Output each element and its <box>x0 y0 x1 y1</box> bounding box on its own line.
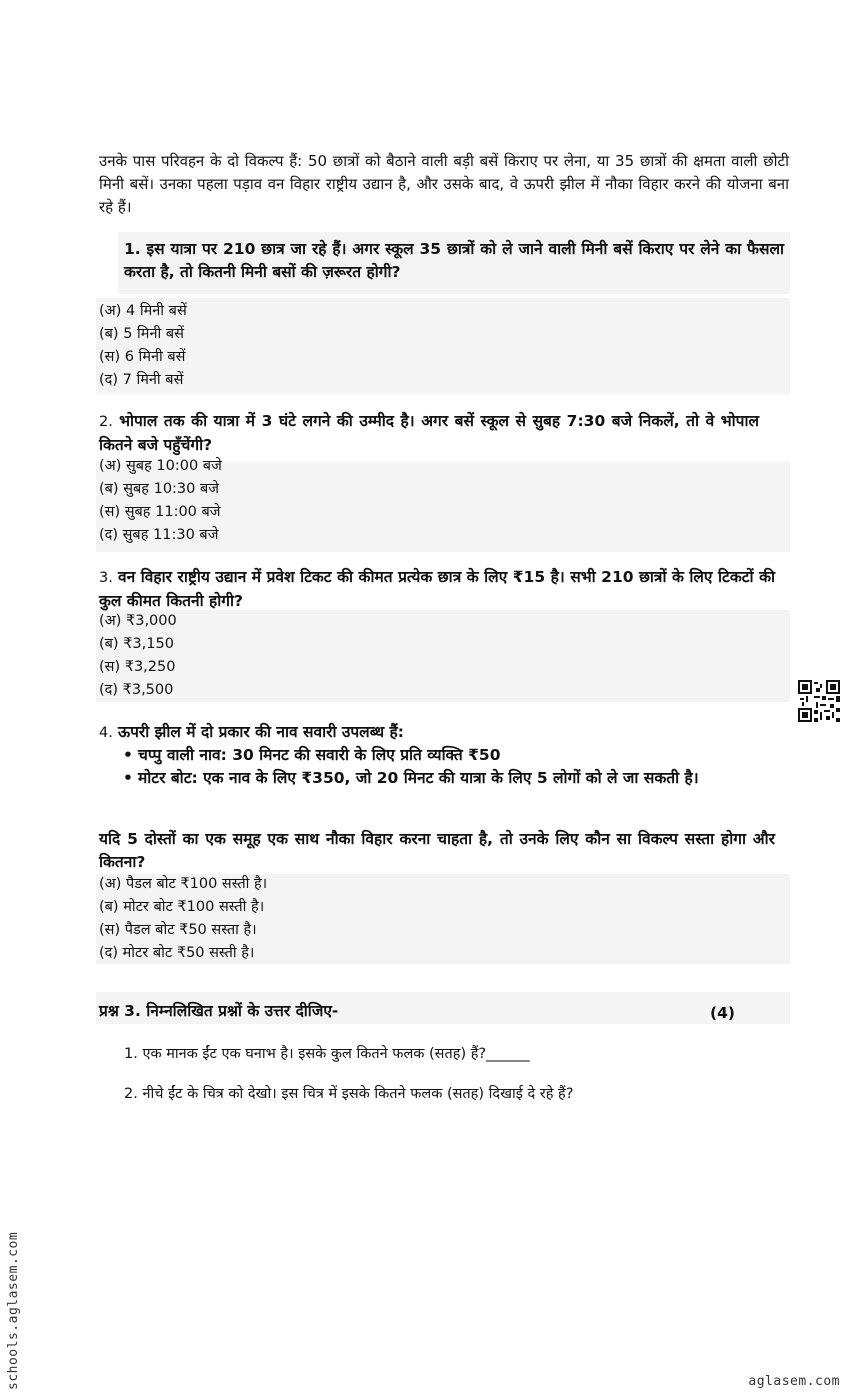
question-1-text: 1. इस यात्रा पर 210 छात्र जा रहे हैं। अगर स्कूल 35 छात्रों को ले जाने वाली मिनी बसें किराए पर लेने का फैसला करता है, तो कितनी मिनी बसों की ज़रूरत होगी? <box>124 240 784 281</box>
option: (द) 7 मिनी बसें <box>99 372 184 388</box>
option: (स) सुबह 11:00 बजे <box>99 504 221 520</box>
bullet-icon: • <box>123 769 133 787</box>
option: (स) ₹3,250 <box>99 659 176 675</box>
section-3-heading: प्रश्न 3. निम्नलिखित प्रश्नों के उत्तर दीजिए- <box>99 1002 339 1020</box>
bullet-text: चप्पु वाली नाव: 30 मिनट की सवारी के लिए प्रति व्यक्ति ₹50 <box>138 746 501 764</box>
option: (स) पैडल बोट ₹50 सस्ता है। <box>99 922 257 938</box>
question-number: 3. <box>99 570 113 586</box>
option: (द) मोटर बोट ₹50 सस्ती है। <box>99 945 255 961</box>
qr-code-icon <box>798 680 840 722</box>
section-3-item-1: 1. एक मानक ईंट एक घनाभ है। इसके कुल कितने फलक (सतह) हैं?______ <box>124 1046 530 1062</box>
question-4-prompt: यदि 5 दोस्तों का एक समूह एक साथ नौका विहार करना चाहता है, तो उनके लिए कौन सा विकल्प सस्ता होगा और कितना? <box>99 830 775 871</box>
question-4-text <box>99 721 775 745</box>
option: (ब) सुबह 10:30 बजे <box>99 481 220 497</box>
question-body: वन विहार राष्ट्रीय उद्यान में प्रवेश टिकट की कीमत प्रत्येक छात्र के लिए ₹15 है। सभी 210 छात्रों के लिए टिकटों की कुल कीमत कितनी होगी? <box>99 568 775 610</box>
bullet-text: मोटर बोट: एक नाव के लिए ₹350, जो 20 मिनट की यात्रा के लिए 5 लोगों को ले जा सकती है। <box>138 769 699 787</box>
question-2-text <box>99 410 759 457</box>
question-body: भोपाल तक की यात्रा में 3 घंटे लगने की उम्मीद है। अगर बसें स्कूल से सुबह 7:30 बजे निकलें, तो वे भोपाल कितने बजे पहुँचेंगी? <box>99 412 759 454</box>
question-4-options <box>99 873 267 965</box>
option: (द) सुबह 11:30 बजे <box>99 527 219 543</box>
option: (अ) पैडल बोट ₹100 सस्ती है। <box>99 876 268 892</box>
option: (अ) ₹3,000 <box>99 613 177 629</box>
question-1-options <box>99 300 187 392</box>
question-3-options <box>99 610 177 702</box>
intro-paragraph: उनके पास परिवहन के दो विकल्प हैं: 50 छात्रों को बैठाने वाली बड़ी बसें किराए पर लेना, या 35 छात्रों की क्षमता वाली छोटी मिनी बसें। उनका पहला पड़ाव वन विहार राष्ट्रीय उद्यान है, और उसके बाद, वे ऊपरी झील में नौका विहार करने की योजना बना रहे हैं। <box>99 152 789 216</box>
question-2-options <box>99 455 222 547</box>
boat-options-list <box>99 744 775 790</box>
section-3-item-2: 2. नीचे ईंट के चित्र को देखो। इस चित्र में इसके कितने फलक (सतह) दिखाई दे रहे हैं? <box>124 1086 574 1102</box>
option: (द) ₹3,500 <box>99 682 174 698</box>
question-number: 2. <box>99 414 113 430</box>
watermark-right: aglasem.com <box>748 1374 840 1389</box>
question-body: ऊपरी झील में दो प्रकार की नाव सवारी उपलब्ध हैं: <box>117 723 404 741</box>
option: (अ) 4 मिनी बसें <box>99 303 187 319</box>
question-number: 4. <box>99 725 113 741</box>
option: (ब) मोटर बोट ₹100 सस्ती है। <box>99 899 265 915</box>
bullet-icon: • <box>123 746 133 764</box>
list-item <box>99 767 775 790</box>
option: (अ) सुबह 10:00 बजे <box>99 458 222 474</box>
option: (ब) 5 मिनी बसें <box>99 326 184 342</box>
section-3-marks: (4) <box>710 1004 735 1022</box>
watermark-left: schools.aglasem.com <box>6 1231 21 1390</box>
question-3-text <box>99 566 775 613</box>
option: (ब) ₹3,150 <box>99 636 174 652</box>
option: (स) 6 मिनी बसें <box>99 349 186 365</box>
list-item <box>99 744 775 767</box>
